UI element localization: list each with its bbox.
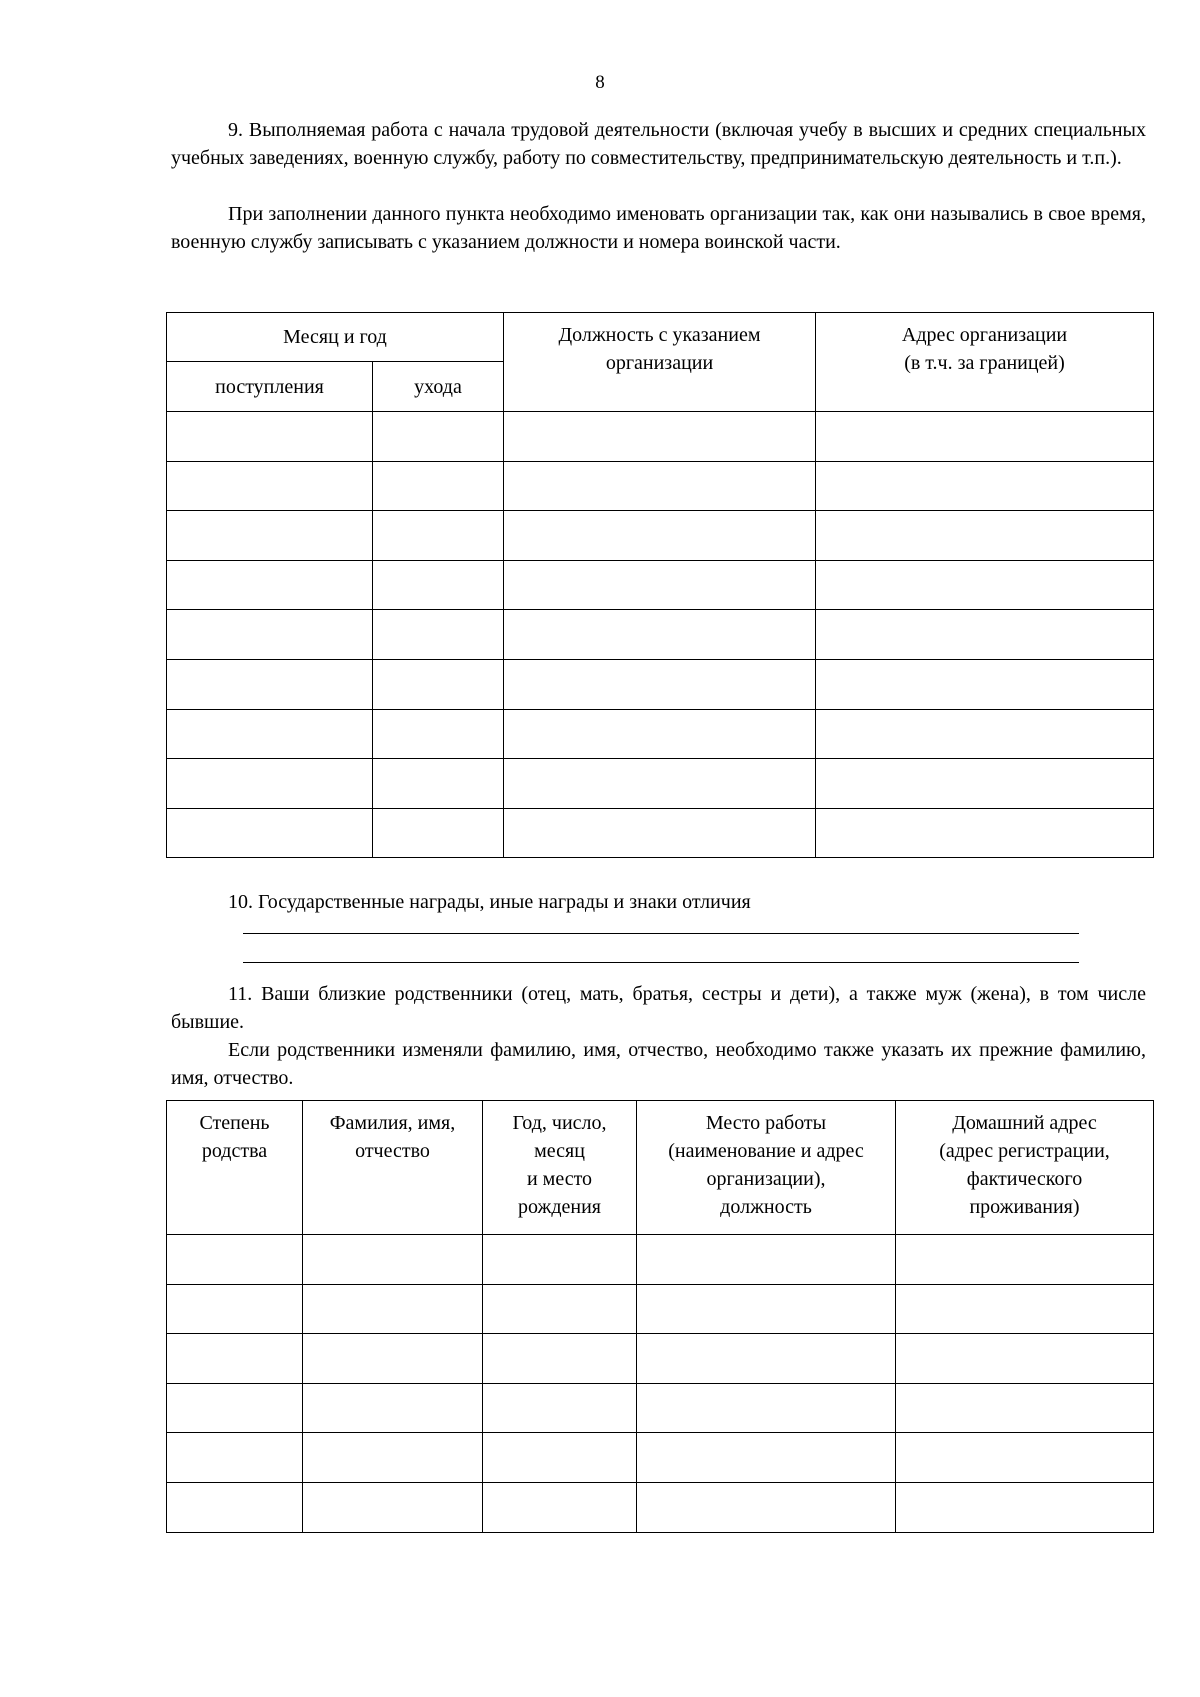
relatives-cell[interactable] <box>303 1284 483 1334</box>
work-cell[interactable] <box>816 709 1154 759</box>
relatives-header-line: должность <box>720 1196 812 1218</box>
relatives-cell[interactable] <box>167 1433 303 1483</box>
work-cell[interactable] <box>167 759 373 809</box>
relatives-cell[interactable] <box>303 1482 483 1532</box>
relatives-cell[interactable] <box>896 1334 1154 1384</box>
relatives-header-1 <box>303 1101 483 1235</box>
relatives-cell[interactable] <box>637 1334 896 1384</box>
work-cell[interactable] <box>504 808 816 858</box>
relatives-cell[interactable] <box>303 1383 483 1433</box>
relatives-cell[interactable] <box>303 1235 483 1285</box>
relatives-header-line: месяц <box>534 1140 585 1162</box>
table-row <box>167 1235 1154 1285</box>
relatives-header-line: родства <box>201 1140 268 1162</box>
work-cell[interactable] <box>816 412 1154 462</box>
work-cell[interactable] <box>373 412 504 462</box>
relatives-cell[interactable] <box>483 1284 637 1334</box>
table-row <box>167 511 1154 561</box>
work-header-month-year: Месяц и год <box>167 313 504 362</box>
work-header-position: Должность с указанием организации <box>504 313 816 412</box>
relatives-header-line: Степень <box>199 1112 270 1134</box>
work-cell[interactable] <box>373 461 504 511</box>
relatives-cell[interactable] <box>483 1334 637 1384</box>
work-cell[interactable] <box>167 709 373 759</box>
relatives-header-line: (наименование и адрес <box>668 1140 864 1162</box>
relatives-cell[interactable] <box>896 1482 1154 1532</box>
section-10-title: 10. Государственные награды, иные награды и знаки отличия <box>228 891 751 913</box>
work-cell[interactable] <box>167 560 373 610</box>
work-cell[interactable] <box>504 560 816 610</box>
work-cell[interactable] <box>816 759 1154 809</box>
work-cell[interactable] <box>816 610 1154 660</box>
work-cell[interactable] <box>373 610 504 660</box>
work-header-address-line-1: Адрес организации <box>901 324 1068 346</box>
work-cell[interactable] <box>373 560 504 610</box>
work-cell[interactable] <box>373 709 504 759</box>
table-row <box>167 709 1154 759</box>
work-cell[interactable] <box>167 511 373 561</box>
relatives-header-2 <box>483 1101 637 1235</box>
work-cell[interactable] <box>373 511 504 561</box>
relatives-cell[interactable] <box>167 1482 303 1532</box>
relatives-cell[interactable] <box>896 1284 1154 1334</box>
work-header-address <box>816 313 1154 412</box>
work-cell[interactable] <box>504 759 816 809</box>
relatives-header-line: отчество <box>355 1140 430 1162</box>
relatives-cell[interactable] <box>637 1383 896 1433</box>
work-cell[interactable] <box>504 412 816 462</box>
work-cell[interactable] <box>816 511 1154 561</box>
relatives-cell[interactable] <box>303 1334 483 1384</box>
work-cell[interactable] <box>504 610 816 660</box>
page-number: 8 <box>595 72 605 93</box>
work-cell[interactable] <box>504 709 816 759</box>
section-9-paragraph-1: 9. Выполняемая работа с начала трудовой деятельности (включая учебу в высших и средних специальных учебных заведениях, военную службу, работу по совместительству, предпринимательскую деятельность и т.п.). <box>171 119 1146 169</box>
relatives-header-line: и место <box>526 1168 593 1190</box>
relatives-cell[interactable] <box>896 1433 1154 1483</box>
relatives-cell[interactable] <box>167 1235 303 1285</box>
work-cell[interactable] <box>373 808 504 858</box>
relatives-header-line: Место работы <box>705 1112 827 1134</box>
work-cell[interactable] <box>167 659 373 709</box>
section-11-paragraph-1: 11. Ваши близкие родственники (отец, мать, братья, сестры и дети), а также муж (жена), в том числе бывшие. <box>171 983 1146 1033</box>
work-header-start: поступления <box>167 362 373 412</box>
relatives-cell[interactable] <box>637 1482 896 1532</box>
work-cell[interactable] <box>816 461 1154 511</box>
section-11-paragraph-2: Если родственники изменяли фамилию, имя, отчество, необходимо также указать их прежние фамилию, имя, отчество. <box>171 1039 1146 1089</box>
relatives-cell[interactable] <box>303 1433 483 1483</box>
relatives-table <box>166 1100 1154 1533</box>
relatives-cell[interactable] <box>483 1482 637 1532</box>
awards-input-line-2[interactable] <box>243 962 1079 963</box>
relatives-cell[interactable] <box>167 1284 303 1334</box>
relatives-header-line: рождения <box>518 1196 601 1218</box>
section-9-paragraph-2: При заполнении данного пункта необходимо именовать организации так, как они назывались в свое время, военную службу записывать с указанием должности и номера воинской части. <box>171 203 1146 253</box>
relatives-header-line: Домашний адрес <box>952 1112 1097 1134</box>
work-cell[interactable] <box>167 610 373 660</box>
table-row <box>167 659 1154 709</box>
relatives-header-line: проживания) <box>969 1196 1080 1218</box>
relatives-header-0 <box>167 1101 303 1235</box>
relatives-cell[interactable] <box>896 1235 1154 1285</box>
relatives-cell[interactable] <box>637 1284 896 1334</box>
relatives-cell[interactable] <box>483 1433 637 1483</box>
relatives-cell[interactable] <box>167 1334 303 1384</box>
relatives-cell[interactable] <box>483 1235 637 1285</box>
work-cell[interactable] <box>167 461 373 511</box>
work-cell[interactable] <box>504 511 816 561</box>
work-history-table <box>166 312 1154 858</box>
relatives-header-line: организации), <box>706 1168 826 1190</box>
work-header-end: ухода <box>373 362 504 412</box>
work-cell[interactable] <box>816 560 1154 610</box>
relatives-header-line: Год, число, <box>512 1112 607 1134</box>
table-row <box>167 1482 1154 1532</box>
relatives-header-line: фактического <box>966 1168 1083 1190</box>
relatives-cell[interactable] <box>637 1235 896 1285</box>
table-row <box>167 560 1154 610</box>
table-row <box>167 1284 1154 1334</box>
table-row <box>167 461 1154 511</box>
work-cell[interactable] <box>167 808 373 858</box>
relatives-header-line: (адрес регистрации, <box>939 1140 1110 1162</box>
relatives-cell[interactable] <box>167 1383 303 1433</box>
work-cell[interactable] <box>373 759 504 809</box>
table-row <box>167 610 1154 660</box>
table-row <box>167 759 1154 809</box>
table-row <box>167 1334 1154 1384</box>
relatives-header-3 <box>637 1101 896 1235</box>
relatives-cell[interactable] <box>637 1433 896 1483</box>
work-cell[interactable] <box>816 808 1154 858</box>
work-cell[interactable] <box>373 659 504 709</box>
table-row <box>167 1433 1154 1483</box>
work-cell[interactable] <box>504 461 816 511</box>
table-row <box>167 1383 1154 1433</box>
relatives-cell[interactable] <box>896 1383 1154 1433</box>
work-cell[interactable] <box>167 412 373 462</box>
relatives-header-4 <box>896 1101 1154 1235</box>
work-header-address-line-2: (в т.ч. за границей) <box>904 352 1065 374</box>
relatives-header-line: Фамилия, имя, <box>329 1112 456 1134</box>
relatives-cell[interactable] <box>483 1383 637 1433</box>
work-cell[interactable] <box>504 659 816 709</box>
work-cell[interactable] <box>816 659 1154 709</box>
awards-input-line-1[interactable] <box>243 933 1079 934</box>
table-row <box>167 412 1154 462</box>
table-row <box>167 808 1154 858</box>
